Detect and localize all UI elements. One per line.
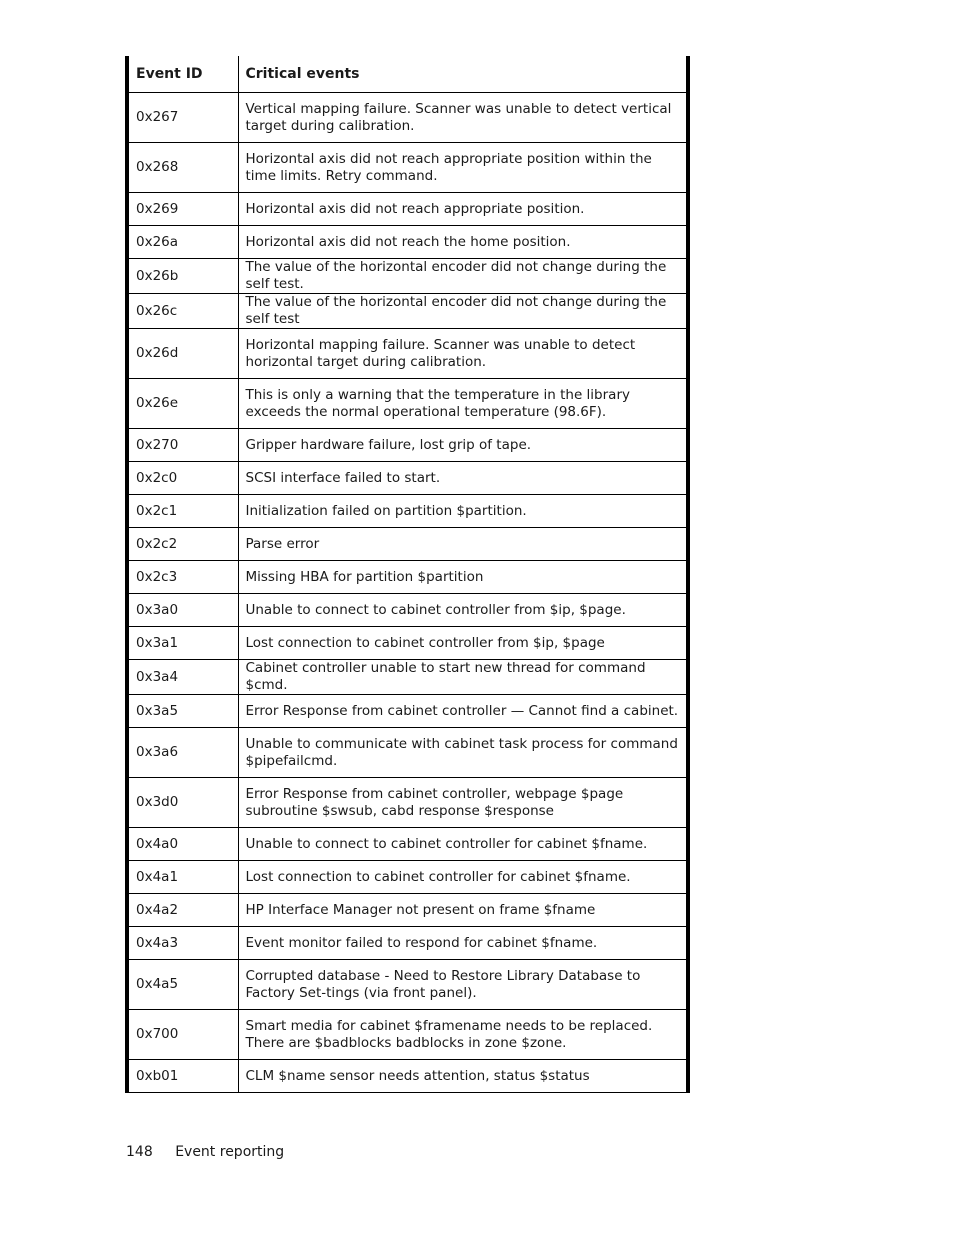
table-row xyxy=(127,1010,688,1060)
event-description-cell: Error Response from cabinet controller, webpage $page subroutine $swsub, cabd response $response xyxy=(238,778,688,828)
table-row xyxy=(127,627,688,660)
event-id-cell: 0x4a1 xyxy=(127,861,238,894)
event-id-cell: 0x4a3 xyxy=(127,927,238,960)
table-row xyxy=(127,259,688,294)
event-description-cell: HP Interface Manager not present on frame $fname xyxy=(238,894,688,927)
table-row xyxy=(127,695,688,728)
event-description-cell: This is only a warning that the temperature in the library exceeds the normal operational temperature (98.6F). xyxy=(238,379,688,429)
event-id-cell: 0x3a0 xyxy=(127,594,238,627)
event-id-cell: 0x268 xyxy=(127,143,238,193)
table-row xyxy=(127,927,688,960)
event-description-cell: Missing HBA for partition $partition xyxy=(238,561,688,594)
table-row xyxy=(127,193,688,226)
event-id-cell: 0xb01 xyxy=(127,1060,238,1093)
event-id-cell: 0x4a2 xyxy=(127,894,238,927)
event-id-cell: 0x3d0 xyxy=(127,778,238,828)
table-row xyxy=(127,329,688,379)
event-description-cell: Unable to connect to cabinet controller for cabinet $fname. xyxy=(238,828,688,861)
event-description-cell: Parse error xyxy=(238,528,688,561)
event-id-cell: 0x26b xyxy=(127,259,238,294)
table-row xyxy=(127,861,688,894)
table-row xyxy=(127,379,688,429)
table-row xyxy=(127,429,688,462)
table-row xyxy=(127,495,688,528)
event-description-cell: Cabinet controller unable to start new thread for command $cmd. xyxy=(238,660,688,695)
event-description-cell: Unable to connect to cabinet controller from $ip, $page. xyxy=(238,594,688,627)
event-id-cell: 0x3a6 xyxy=(127,728,238,778)
table-row xyxy=(127,778,688,828)
event-id-cell: 0x26e xyxy=(127,379,238,429)
table-row xyxy=(127,528,688,561)
event-description-cell: SCSI interface failed to start. xyxy=(238,462,688,495)
table-row xyxy=(127,143,688,193)
event-description-cell: Horizontal axis did not reach appropriate position. xyxy=(238,193,688,226)
event-id-cell: 0x4a5 xyxy=(127,960,238,1010)
table-row xyxy=(127,960,688,1010)
event-id-cell: 0x3a4 xyxy=(127,660,238,695)
table-row xyxy=(127,660,688,695)
event-description-cell: The value of the horizontal encoder did not change during the self test. xyxy=(238,259,688,294)
table-row xyxy=(127,728,688,778)
event-description-cell: Unable to communicate with cabinet task process for command $pipefailcmd. xyxy=(238,728,688,778)
event-id-cell: 0x3a5 xyxy=(127,695,238,728)
table-row xyxy=(127,93,688,143)
event-id-cell: 0x26d xyxy=(127,329,238,379)
column-header-critical-events: Critical events xyxy=(238,56,688,93)
event-description-cell: Lost connection to cabinet controller from $ip, $page xyxy=(238,627,688,660)
event-id-cell: 0x2c0 xyxy=(127,462,238,495)
event-description-cell: Corrupted database - Need to Restore Library Database to Factory Set-tings (via front panel). xyxy=(238,960,688,1010)
event-id-cell: 0x4a0 xyxy=(127,828,238,861)
table-row xyxy=(127,594,688,627)
event-id-cell: 0x2c1 xyxy=(127,495,238,528)
event-id-cell: 0x267 xyxy=(127,93,238,143)
event-id-cell: 0x269 xyxy=(127,193,238,226)
section-title: Event reporting xyxy=(175,1144,285,1160)
table-row xyxy=(127,462,688,495)
event-description-cell: Vertical mapping failure. Scanner was unable to detect vertical target during calibration. xyxy=(238,93,688,143)
table-row xyxy=(127,561,688,594)
table-row xyxy=(127,828,688,861)
event-description-cell: Initialization failed on partition $partition. xyxy=(238,495,688,528)
event-id-cell: 0x270 xyxy=(127,429,238,462)
table-row xyxy=(127,226,688,259)
event-description-cell: Gripper hardware failure, lost grip of tape. xyxy=(238,429,688,462)
event-description-cell: Smart media for cabinet $framename needs to be replaced. There are $badblocks badblocks in zone $zone. xyxy=(238,1010,688,1060)
event-description-cell: Horizontal axis did not reach the home position. xyxy=(238,226,688,259)
event-description-cell: Error Response from cabinet controller — Cannot find a cabinet. xyxy=(238,695,688,728)
event-description-cell: Event monitor failed to respond for cabinet $fname. xyxy=(238,927,688,960)
event-description-cell: Horizontal axis did not reach appropriate position within the time limits. Retry command. xyxy=(238,143,688,193)
table-row xyxy=(127,1060,688,1093)
event-id-cell: 0x26c xyxy=(127,294,238,329)
critical-events-table xyxy=(125,56,690,1093)
table-row xyxy=(127,894,688,927)
event-description-cell: Horizontal mapping failure. Scanner was unable to detect horizontal target during calibration. xyxy=(238,329,688,379)
event-id-cell: 0x26a xyxy=(127,226,238,259)
event-id-cell: 0x3a1 xyxy=(127,627,238,660)
column-header-event-id: Event ID xyxy=(127,56,238,93)
event-id-cell: 0x2c2 xyxy=(127,528,238,561)
event-id-cell: 0x2c3 xyxy=(127,561,238,594)
table-header-row xyxy=(127,56,688,93)
page-number: 148 xyxy=(126,1144,153,1160)
event-id-cell: 0x700 xyxy=(127,1010,238,1060)
table-row xyxy=(127,294,688,329)
event-description-cell: The value of the horizontal encoder did not change during the self test xyxy=(238,294,688,329)
event-description-cell: CLM $name sensor needs attention, status $status xyxy=(238,1060,688,1093)
event-description-cell: Lost connection to cabinet controller for cabinet $fname. xyxy=(238,861,688,894)
page-footer xyxy=(126,1144,284,1160)
